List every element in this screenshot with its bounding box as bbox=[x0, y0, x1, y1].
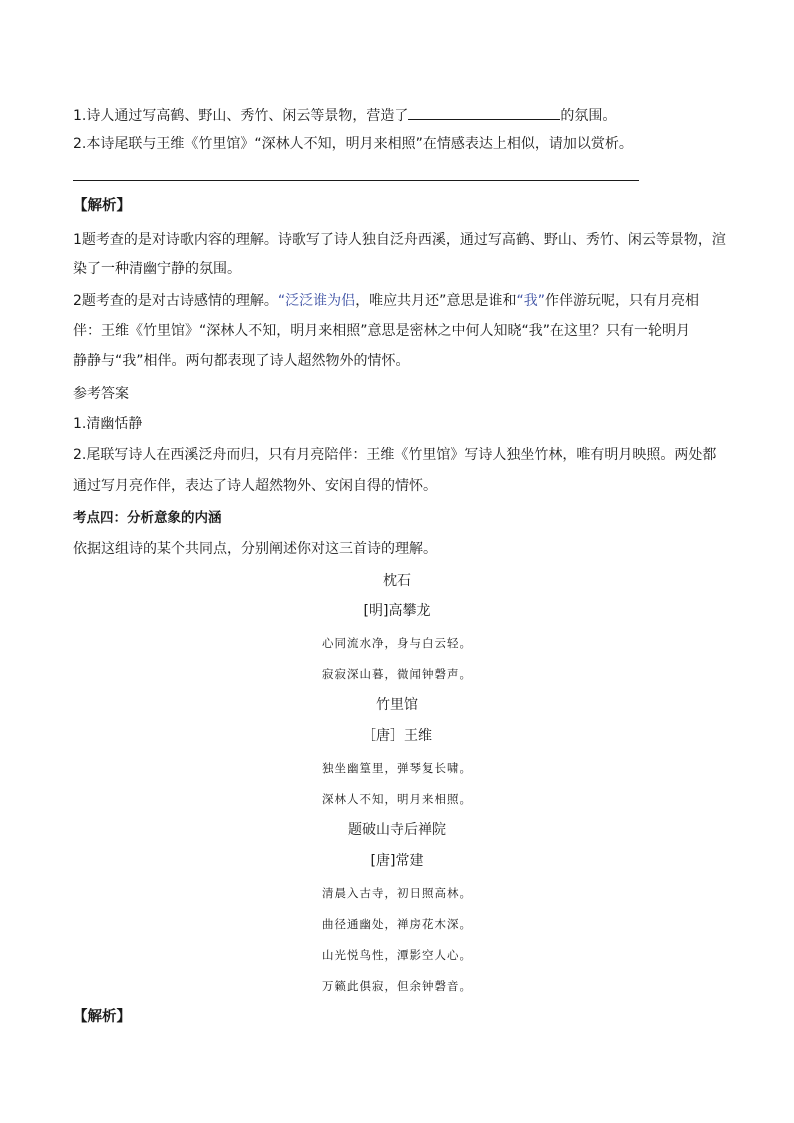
question-2: 2.本诗尾联与王维《竹里馆》“深林人不知，明月来相照”在情感表达上相似，请加以赏析。 bbox=[73, 136, 633, 152]
poem-3-line-3: 山光悦鸟性，潭影空人心。 bbox=[322, 948, 472, 962]
analysis-p2-wo: “我” bbox=[516, 293, 545, 309]
poem-3-line-1: 清晨入古寺，初日照高林。 bbox=[322, 886, 472, 900]
poem-3-line-2: 曲径通幽处，禅房花木深。 bbox=[322, 917, 472, 931]
question-1-text: 1.诗人通过写高鹤、野山、秀竹、闲云等景物，营造了 bbox=[73, 108, 409, 124]
poem-2-line-2: 深林人不知，明月来相照。 bbox=[322, 792, 472, 806]
poem-1-line-1: 心同流水净，身与白云轻。 bbox=[322, 636, 472, 650]
section-prompt: 依据这组诗的某个共同点，分别阐述你对这三首诗的理解。 bbox=[73, 541, 437, 557]
answer-line bbox=[73, 180, 639, 181]
question-1-suffix: 的氛围。 bbox=[560, 108, 617, 124]
analysis-p2-text-c: ，唯应共月还”意思是谁和 bbox=[355, 293, 517, 309]
question-1 bbox=[73, 105, 723, 125]
analysis-p2-text-e: 作伴游玩呢，只有月亮相 bbox=[544, 293, 699, 309]
analysis-p2-line1 bbox=[73, 292, 723, 310]
poem-1-title: 枕石 bbox=[383, 573, 411, 589]
poem-2-line-1: 独坐幽篁里，弹琴复长啸。 bbox=[322, 761, 472, 775]
poem-3-author: [唐]常建 bbox=[370, 853, 424, 869]
reference-heading: 参考答案 bbox=[73, 386, 129, 402]
analysis-p2-line2: 伴：王维《竹里馆》“深林人不知，明月来相照”意思是密林之中何人知晓“我”在这里？只有一轮明月 bbox=[73, 323, 691, 339]
analysis-heading-2: 【解析】 bbox=[73, 1009, 131, 1025]
poem-1-author: [明]高攀龙 bbox=[363, 603, 431, 619]
poem-2-author: ［唐］王维 bbox=[362, 728, 432, 744]
analysis-p2-text-a: 2题考查的是对古诗感情的理解。 bbox=[73, 293, 278, 309]
analysis-heading: 【解析】 bbox=[73, 198, 131, 214]
analysis-p1-line1: 1题考查的是对诗歌内容的理解。诗歌写了诗人独自泛舟西溪，通过写高鹤、野山、秀竹、闲云等景物，渲 bbox=[73, 232, 726, 248]
poem-1-line-2: 寂寂深山暮，微闻钟磬声。 bbox=[322, 667, 472, 681]
reference-answer-2-line1: 2.尾联写诗人在西溪泛舟而归，只有月亮陪伴：王维《竹里馆》写诗人独坐竹林，唯有明月映照。两处都 bbox=[73, 447, 717, 463]
analysis-p2-line3: 静静与“我”相伴。两句都表现了诗人超然物外的情怀。 bbox=[73, 353, 410, 369]
answer-blank bbox=[408, 105, 560, 120]
reference-answer-2-line2: 通过写月亮作伴，表达了诗人超然物外、安闲自得的情怀。 bbox=[73, 478, 437, 494]
analysis-p2-quote: “泛泛谁为侣 bbox=[277, 293, 356, 309]
poem-2-title: 竹里馆 bbox=[376, 697, 418, 713]
poem-3-line-4: 万籁此俱寂，但余钟磬音。 bbox=[322, 979, 472, 993]
poem-3-title: 题破山寺后禅院 bbox=[348, 822, 446, 838]
analysis-p1-line2: 染了一种清幽宁静的氛围。 bbox=[73, 261, 241, 277]
section-title: 考点四：分析意象的内涵 bbox=[73, 510, 222, 526]
reference-answer-1: 1.清幽恬静 bbox=[73, 416, 143, 432]
